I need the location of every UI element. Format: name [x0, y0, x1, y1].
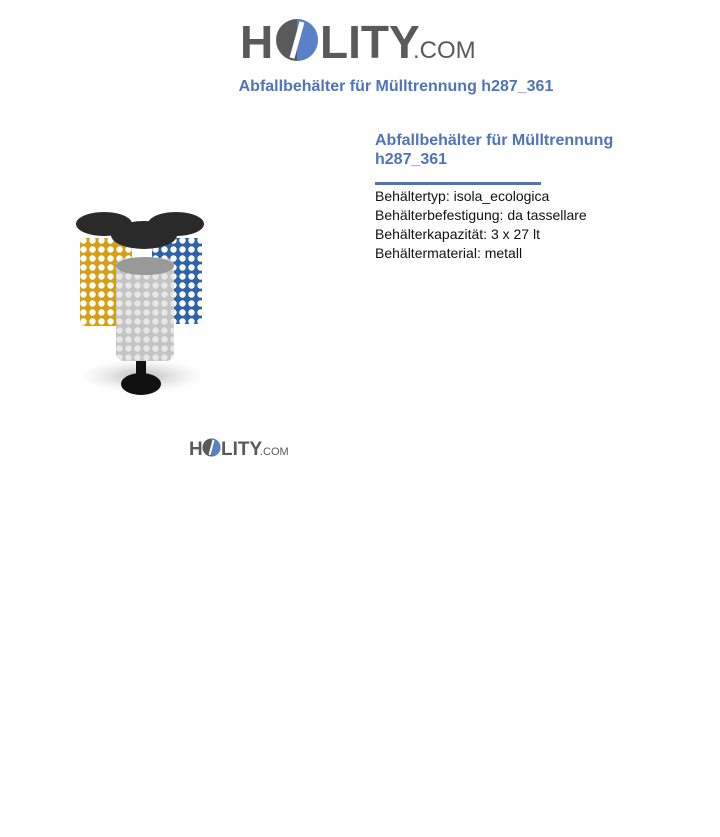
holity-logo-small-graphic — [189, 435, 289, 459]
holity-logo-small[interactable] — [189, 435, 289, 459]
product-title — [375, 131, 675, 169]
product-title-line-1: Abfallbehälter für Mülltrennung — [375, 132, 614, 149]
svg-text:H: H — [189, 439, 203, 459]
holity-logo-graphic — [240, 10, 480, 68]
svg-text:.COM: .COM — [260, 446, 289, 458]
gray-bin — [111, 221, 177, 361]
product-info — [375, 131, 675, 263]
svg-text:LITY: LITY — [221, 439, 263, 459]
spec-container-type: Behältertyp: isola_ecologica — [375, 188, 550, 204]
spec-material: Behältermaterial: metall — [375, 245, 523, 261]
spec-mounting: Behälterbefestigung: da tassellare — [375, 207, 587, 223]
product-title-line-2: h287_361 — [375, 151, 448, 168]
logo-o-icon — [276, 19, 318, 61]
logo-domain: .COM — [413, 37, 476, 64]
product-image — [70, 200, 210, 405]
page-title: Abfallbehälter für Mülltrennung h287_361 — [238, 78, 554, 95]
bin-base — [121, 373, 161, 395]
holity-logo[interactable] — [240, 10, 480, 68]
title-divider — [375, 182, 541, 185]
logo-letters-lity: LITY — [320, 16, 420, 68]
logo-small-o-icon — [203, 439, 221, 457]
spec-capacity: Behälterkapazität: 3 x 27 lt — [375, 226, 540, 242]
logo-letter-h: H — [240, 16, 274, 68]
